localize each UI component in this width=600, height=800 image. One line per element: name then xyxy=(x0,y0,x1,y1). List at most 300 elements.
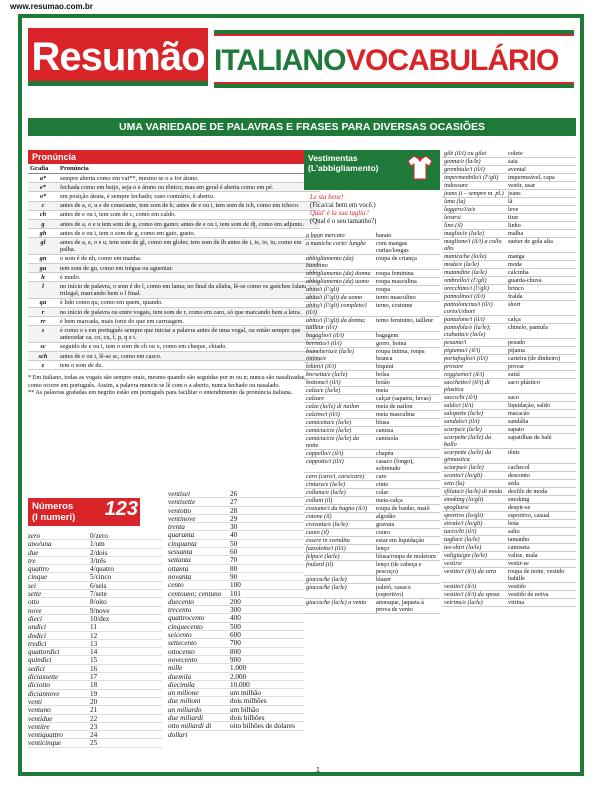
number-value: 20 xyxy=(90,697,98,706)
number-word: zero xyxy=(28,532,41,540)
number-value: 9/nove xyxy=(90,606,110,615)
vocab-italian: cappotto/i (il/i) xyxy=(306,458,344,465)
vocab-portuguese: colar xyxy=(376,489,389,496)
vocab-italian: gilè (il/i) ou gilet xyxy=(444,150,487,157)
number-row xyxy=(168,722,304,739)
pronuncia-cell: seguido de e ou i, tem o som de ch ou x, como em cheque, chiado. xyxy=(58,342,320,351)
number-word: novecento xyxy=(168,655,198,664)
number-value: 40 xyxy=(230,531,238,540)
vocab-row xyxy=(304,363,440,371)
vocab-italian: vestito/i (il/i) xyxy=(444,583,477,590)
number-value: 27 xyxy=(230,498,238,507)
vocab-italian: jeans (i – sempre m. pl.) xyxy=(444,190,504,197)
title-italiano: ITALIANO xyxy=(214,44,346,77)
vocab-portuguese: terno, costume xyxy=(376,302,413,309)
vocab-portuguese: despir-se xyxy=(508,504,531,511)
pronuncia-cell: é mudo. xyxy=(58,273,320,282)
vocab-row xyxy=(304,497,440,505)
pronuncia-row xyxy=(28,254,320,263)
number-word: ventisei xyxy=(168,490,190,498)
vocab-row xyxy=(304,513,440,521)
number-row xyxy=(168,631,304,639)
number-row xyxy=(28,549,162,557)
vocab-row xyxy=(304,419,440,427)
pronuncia-row xyxy=(28,282,320,298)
number-row xyxy=(28,698,162,706)
vocab-portuguese: desconto xyxy=(508,472,530,479)
vocab-portuguese: camiseta xyxy=(508,544,530,551)
number-row xyxy=(28,565,162,573)
vocab-portuguese: calça xyxy=(508,316,521,323)
vocab-row xyxy=(442,583,576,591)
number-row xyxy=(168,507,304,515)
vocab-italian: giacca/he (la/le) a vento xyxy=(306,599,367,606)
number-value: 10/dez xyxy=(90,614,110,623)
vocab-italian: sciarpa/e (la/le) xyxy=(444,464,484,471)
vocab-row xyxy=(442,339,576,347)
number-value: 6/seis xyxy=(90,581,107,590)
number-word: cinquanta xyxy=(168,539,197,548)
vocab-portuguese: paletó, casaco (esportivo) xyxy=(376,584,411,598)
vocab-portuguese: sutiã xyxy=(508,371,520,378)
numeros-list-left xyxy=(28,532,162,748)
vocab-italian: abito/i (l'/gli) da uomo xyxy=(306,294,363,301)
vocab-portuguese: vestido de noiva xyxy=(508,591,549,598)
vocab-portuguese: short xyxy=(508,301,521,308)
vocab-row xyxy=(442,150,576,158)
vocab-portuguese: roupa masculina xyxy=(376,278,417,285)
vocab-row xyxy=(442,418,576,426)
vocab-italian: cotone (il) xyxy=(306,513,332,520)
grafia-cell: h xyxy=(28,273,58,282)
number-value: dois bilhões xyxy=(230,714,265,723)
vocab-portuguese: guarda-chuva xyxy=(508,277,542,284)
numbers-123-icon: 123 xyxy=(104,498,138,520)
number-word: diciassette xyxy=(28,673,59,682)
vocab-row xyxy=(304,473,440,481)
brand-logo: Resumão xyxy=(28,28,208,86)
number-row xyxy=(28,590,162,598)
page-frame xyxy=(18,14,584,776)
vocab-row xyxy=(304,371,440,379)
vocab-row xyxy=(442,277,576,285)
number-row xyxy=(168,656,304,664)
vocab-row xyxy=(304,270,440,278)
pronuncia-cell: fechada como em beijo, seja o e átono ou tônico; mas em geral é aberta como em pé. xyxy=(58,183,320,192)
note-2: ** As palavras grafadas em negrito estão em português para facilitar o entendimento da pronúncia italiana. xyxy=(28,389,293,397)
vocab-row xyxy=(442,560,576,568)
vocab-portuguese: meia xyxy=(376,387,389,394)
number-value: 900 xyxy=(230,655,241,664)
number-value: 4/quatro xyxy=(90,565,114,574)
vocab-portuguese: calçar (sapatos, luvas) xyxy=(376,395,431,402)
vocab-row xyxy=(442,488,576,496)
number-row xyxy=(28,706,162,714)
note-1: * Em italiano, todas as vogais são sempre orais, mesmo quando são seguidas por m ou n; nunca são nasalizadas, como ocorre em português. Assim, a palavra mencie se lê com o a aberto, nunca fechado ou nasalado. xyxy=(28,374,306,389)
numeros-title: Números xyxy=(32,501,74,512)
number-row xyxy=(28,582,162,590)
vocab-italian: cintura/e (la/le) xyxy=(306,481,346,488)
number-value: 5/cinco xyxy=(90,573,112,582)
number-word: duemila xyxy=(168,672,192,681)
grafia-cell: c xyxy=(28,201,58,210)
vocab-row xyxy=(442,599,576,607)
vocab-italian: moda/e (la/le) xyxy=(444,261,479,268)
pronuncia-cell: o som é de nh, como em manha. xyxy=(58,254,320,263)
number-value: 80 xyxy=(230,564,238,573)
number-value: 22 xyxy=(90,714,98,723)
grafia-cell: l xyxy=(28,282,58,298)
number-row xyxy=(28,715,162,723)
number-row xyxy=(168,581,304,589)
number-value: 16 xyxy=(90,664,98,673)
number-word: due miliardi xyxy=(168,714,204,723)
vocab-portuguese: barato xyxy=(376,232,392,239)
vocab-row xyxy=(304,599,440,614)
number-word: uno/una xyxy=(28,540,52,549)
vocab-portuguese: terno masculino xyxy=(376,294,416,301)
pronuncia-row xyxy=(28,317,320,326)
vocab-portuguese: brinco xyxy=(508,285,524,292)
vocab-row xyxy=(442,182,576,190)
number-value: 18 xyxy=(90,681,98,690)
vocab-italian: camicetta/e (la/le) xyxy=(306,419,352,426)
vocab-portuguese: impermeável, capa xyxy=(508,174,555,181)
vocab-row xyxy=(442,480,576,488)
number-value: 101 xyxy=(230,589,241,598)
number-value: dois milhões xyxy=(230,697,267,706)
vocab-italian: foulard (il) xyxy=(306,561,334,568)
pronuncia-cell: antes de a, e, o e u, tem som de gl, como em globo; tem som de lh antes de i, ie, io, iu, como em palha. xyxy=(58,238,320,254)
number-row xyxy=(28,681,162,689)
number-value: 200 xyxy=(230,597,241,606)
vocab-row xyxy=(304,537,440,545)
grafia-cell: a* xyxy=(28,174,58,183)
number-word: quattro xyxy=(28,565,49,574)
vocab-portuguese: fralda xyxy=(508,293,523,300)
grafia-cell: o* xyxy=(28,192,58,201)
site-url: www.resumao.com.br xyxy=(10,2,93,11)
vocab-italian: seta (la) xyxy=(444,480,465,487)
vocab-italian: bottone/i (il/i) xyxy=(306,379,341,386)
vocab-italian: lana (la) xyxy=(444,198,466,205)
number-word: ventidue xyxy=(28,714,53,723)
vocab-portuguese: chinelo, pantufa xyxy=(508,324,548,331)
numeros-list-right xyxy=(168,490,304,739)
number-row xyxy=(168,598,304,606)
number-row xyxy=(168,673,304,681)
pronuncia-row xyxy=(28,220,320,229)
grafia-cell: sc xyxy=(28,342,58,351)
vocab-italian: reggiseno/i (il/i) xyxy=(444,371,485,378)
vocab-italian: berretto/i (il/i) xyxy=(306,340,342,347)
vocab-row xyxy=(304,411,440,419)
vestimentas-subtitle: (L'abbigliamento) xyxy=(308,163,379,173)
number-value: 7/sete xyxy=(90,590,107,599)
vocab-italian: essere in svendita xyxy=(306,537,350,544)
vocab-portuguese: sandália xyxy=(508,418,529,425)
pronuncia-table xyxy=(28,164,320,370)
number-word: settanta xyxy=(168,556,191,565)
vocab-row xyxy=(442,568,576,583)
vocab-italian: pantaloncino/i (il/i) corto/i/short xyxy=(444,301,493,315)
vocab-portuguese: cachecol xyxy=(508,464,530,471)
number-value: 14 xyxy=(90,648,98,657)
number-value: 300 xyxy=(230,606,241,615)
number-word: ventitre xyxy=(28,722,50,731)
vocab-italian: cravatta/e (la/le) xyxy=(306,521,348,528)
vocab-italian: mutandine (la/le) xyxy=(444,269,487,276)
number-row xyxy=(168,590,304,598)
vocab-row xyxy=(304,427,440,435)
vocab-portuguese: casaco (longo), sobretudo xyxy=(376,458,414,472)
vocab-row xyxy=(442,198,576,206)
number-row xyxy=(168,639,304,647)
vocab-italian: sacco/hi (il/i) xyxy=(444,394,478,401)
vocab-italian: calzino/i (il/i) xyxy=(306,411,340,418)
number-row xyxy=(28,739,162,747)
number-word: tre xyxy=(28,556,36,565)
vocab-italian: camicia/cie (la/le) da notte xyxy=(306,435,359,449)
vocab-italian: sandalo/i (il/i) xyxy=(444,418,480,425)
vocab-portuguese: pesado xyxy=(508,339,526,346)
vocab-portuguese: com mangas curtas/longas xyxy=(376,240,409,254)
number-row xyxy=(28,731,162,739)
number-word: cinquecento xyxy=(168,622,203,631)
vocab-portuguese: roupa feminina xyxy=(376,270,414,277)
vocab-italian: abito/i (l'/gli) xyxy=(306,286,340,293)
vocab-italian: sconto/i (lo/gli) xyxy=(444,472,483,479)
vocab-italian: maglia/ie (la/le) xyxy=(444,230,485,237)
vocab-row xyxy=(304,545,440,553)
vocab-row xyxy=(442,426,576,434)
number-value: 11 xyxy=(90,623,97,632)
number-value: 1.000 xyxy=(230,664,247,673)
vocab-italian: giacca/he (la/le) xyxy=(306,576,347,583)
vocab-row xyxy=(442,174,576,182)
vocab-italian: tacco/hi (il/i) xyxy=(444,528,477,535)
vocab-italian: calze (la/le) di nailon xyxy=(306,403,360,410)
number-word: diciannove xyxy=(28,689,60,698)
number-row xyxy=(28,723,162,731)
number-row xyxy=(168,573,304,581)
header-rule-top xyxy=(214,30,574,36)
number-word: seicento xyxy=(168,631,192,640)
vocab-portuguese: linho xyxy=(508,222,521,229)
number-value: 700 xyxy=(230,639,241,648)
vocab-row xyxy=(442,434,576,449)
number-value: 600 xyxy=(230,631,241,640)
vocab-portuguese: valise, mala xyxy=(508,552,538,559)
vocab-row xyxy=(442,190,576,198)
vocab-italian: bagaglio/i (il/i) xyxy=(306,332,344,339)
vocab-portuguese: pijama xyxy=(508,347,525,354)
number-value: 1/um xyxy=(90,540,105,549)
phrase-2-pt: (Qual é o seu tamanho?) xyxy=(310,218,377,225)
vocab-portuguese: salto xyxy=(508,528,520,535)
vocab-italian: levarsi xyxy=(444,214,461,221)
number-word: ventinove xyxy=(168,514,196,523)
number-value: 30 xyxy=(230,523,238,532)
number-row xyxy=(28,532,162,540)
pronuncia-row xyxy=(28,192,320,201)
vocab-portuguese: meia-calça xyxy=(376,497,403,504)
vocab-portuguese: seda xyxy=(508,480,519,487)
pronuncia-cell: antes de a, o, u e de consoante, tem som de k; antes de e ou i, tem som de tch, como em tcheco. xyxy=(58,201,320,210)
number-value: 3/três xyxy=(90,556,106,565)
pronuncia-cell: sempre aberta como em vai**, mesmo se o a for átono. xyxy=(58,174,320,183)
vocab-portuguese: cinto xyxy=(376,481,389,488)
vocab-italian: felpa/e (la/le) xyxy=(306,553,340,560)
vocab-row xyxy=(442,230,576,238)
vocab-portuguese: vitrina xyxy=(508,599,525,606)
number-row xyxy=(28,656,162,664)
phrase-2-it: Qual' è la sua taglia? xyxy=(310,210,369,217)
vocab-portuguese: esportivo, casual xyxy=(508,512,550,519)
vocab-italian: scarpette (la/le) da ginnastica xyxy=(444,449,492,463)
vocab-italian: saldo/i (il/i) xyxy=(444,402,474,409)
number-value: 8/oito xyxy=(90,598,107,607)
vocab-italian: taglia/e (la/le) xyxy=(444,536,480,543)
vocab-row xyxy=(442,410,576,418)
vocab-portuguese: macacão xyxy=(508,410,530,417)
vocab-row xyxy=(304,435,440,450)
pronuncia-row xyxy=(28,264,320,273)
vocab-row xyxy=(442,544,576,552)
vocab-portuguese: meia de nailon xyxy=(376,403,413,410)
numeros-subtitle: (I numeri) xyxy=(32,512,76,523)
vocab-portuguese: tirar xyxy=(508,214,519,221)
vocab-portuguese: lenço xyxy=(376,545,390,552)
number-word: duecento xyxy=(168,597,194,606)
number-value: oito bilhões de dolares xyxy=(230,722,295,731)
vocab-row xyxy=(304,521,440,529)
vocab-row xyxy=(442,394,576,402)
vocab-row xyxy=(442,504,576,512)
pronuncia-cell: no início de palavra, o som é do l, como em lama; no final da sílaba, lê-se como os gaúchos falam trilegal, marcando bem o l final. xyxy=(58,282,320,298)
vocab-italian: camicia/cie (la/le) xyxy=(306,427,352,434)
pronuncia-cell: no início de palavra ou entre vogais, tem som de r, como em caro, só que marcando bem a letra. xyxy=(58,308,320,317)
vocab-portuguese: leve xyxy=(508,206,519,213)
number-word: otto miliardi di dollari xyxy=(168,722,212,739)
pronuncia-row xyxy=(28,201,320,210)
number-row xyxy=(168,706,304,714)
numeros-heading xyxy=(28,498,140,526)
vocab-italian: vestito/i (il/i) da sera xyxy=(444,568,497,575)
number-word: undici xyxy=(28,623,46,632)
number-word: tredici xyxy=(28,639,47,648)
number-value: um milhão xyxy=(230,689,261,698)
vocab-portuguese: calcinha xyxy=(508,269,529,276)
vocab-portuguese: jeans xyxy=(508,190,521,197)
vocab-italian: manica/he (la/le) xyxy=(444,253,487,260)
number-word: centouno; centuno xyxy=(168,589,222,598)
vocab-portuguese: gorro, boina xyxy=(376,340,407,347)
pronuncia-cell: é como o s em português sempre que iniciar a palavra antes de uma vogal, ou então sempre que antecedar ca, co, cu, f, p, q e t. xyxy=(58,326,320,342)
number-value: 17 xyxy=(90,673,98,682)
vestimentas-heading xyxy=(304,150,440,190)
vocab-portuguese: algodão xyxy=(376,513,396,520)
number-value: 500 xyxy=(230,622,241,631)
vocab-portuguese: colete xyxy=(508,150,523,157)
header xyxy=(28,22,576,92)
number-word: dodici xyxy=(28,631,46,640)
vocab-row xyxy=(442,324,576,339)
vocab-portuguese: camisola xyxy=(376,435,398,442)
vocab-italian: sportivo (lo/gli) xyxy=(444,512,484,519)
number-row xyxy=(28,690,162,698)
vocab-row xyxy=(304,450,440,458)
number-word: trenta xyxy=(168,523,185,532)
number-value: 70 xyxy=(230,556,238,565)
vocab-row xyxy=(442,158,576,166)
grafia-cell: sch xyxy=(28,352,58,361)
vocab-row xyxy=(442,512,576,520)
vocab-italian: valigia/gie (la/le) xyxy=(444,552,488,559)
vocab-row xyxy=(442,269,576,277)
vocab-row xyxy=(442,206,576,214)
vestimentas-list xyxy=(304,232,440,614)
number-word: sei xyxy=(28,581,36,590)
pronuncia-row xyxy=(28,174,320,183)
vocab-portuguese: blazer xyxy=(376,576,392,583)
number-row xyxy=(28,665,162,673)
vocab-portuguese: vestido xyxy=(508,583,526,590)
vocab-italian: calzare xyxy=(306,395,324,402)
vocab-italian: pannolino/i (il/i) xyxy=(444,293,486,300)
number-row xyxy=(28,640,162,648)
number-value: 23 xyxy=(90,722,98,731)
number-value: 2/dois xyxy=(90,548,108,557)
number-value: 25 xyxy=(90,739,98,748)
column-middle xyxy=(304,150,440,614)
number-value: um bilhão xyxy=(230,705,259,714)
number-row xyxy=(168,548,304,556)
number-value: 10.000 xyxy=(230,680,250,689)
vocab-portuguese: liquidação, saldo xyxy=(508,402,550,409)
vocab-row xyxy=(304,286,440,294)
number-value: 60 xyxy=(230,548,238,557)
pronuncia-cell: antes de a, o e u tem som de g, como em gamo; antes de e ou i, tem som de dj, como em adjunto. xyxy=(58,220,320,229)
pronuncia-cell: é bem marcada, mais forte do que em carruagem. xyxy=(58,317,320,326)
vocab-row xyxy=(442,591,576,599)
number-row xyxy=(28,540,162,548)
vocab-portuguese: tamanho xyxy=(508,536,530,543)
number-word: un milione xyxy=(168,689,199,698)
vocab-italian: abbigliamento (da) donna xyxy=(306,270,371,277)
pronuncia-row xyxy=(28,308,320,317)
vocab-italian: calza/e (la/le) xyxy=(306,387,341,394)
vocab-row xyxy=(304,489,440,497)
number-word: sedici xyxy=(28,664,45,673)
number-row xyxy=(28,648,162,656)
number-word: ottocento xyxy=(168,647,195,656)
number-value: 26 xyxy=(230,490,238,498)
vocab-row xyxy=(304,240,440,255)
number-row xyxy=(168,606,304,614)
vocab-portuguese: roupa de noite, vestido habille xyxy=(508,568,565,582)
number-word: cento xyxy=(168,581,184,590)
vocab-row xyxy=(304,481,440,489)
vocab-portuguese: biquíni xyxy=(376,363,394,370)
vocab-row xyxy=(304,294,440,302)
pronuncia-row xyxy=(28,326,320,342)
vocab-italian: scarpette (la/le) da ballo xyxy=(444,434,492,448)
number-word: dieci xyxy=(28,614,42,623)
column-right xyxy=(442,150,576,607)
vestimentas-title: Vestimentas xyxy=(308,153,358,163)
vocab-portuguese: saia xyxy=(508,158,518,165)
